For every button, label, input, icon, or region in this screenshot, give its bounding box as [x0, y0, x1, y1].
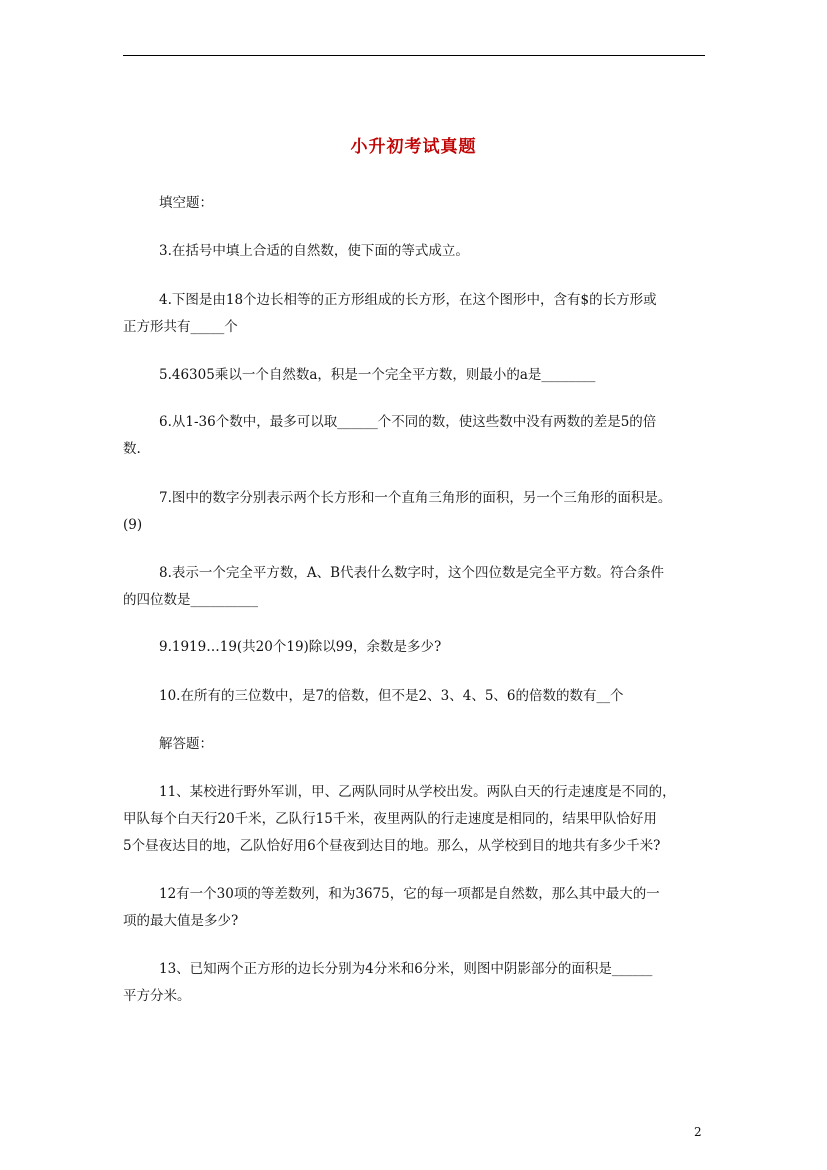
- question-5: [123, 362, 743, 389]
- question-13: [123, 956, 707, 1010]
- question-line: 数.: [123, 441, 141, 457]
- question-line: 甲队每个白天行20千米，乙队行15千米，夜里两队的行走速度是相同的，结果甲队恰好用: [123, 811, 657, 827]
- question-4: [123, 287, 707, 341]
- question-8: [123, 560, 707, 614]
- section-heading-text: 填空题：: [159, 195, 213, 211]
- question-line: 项的最大值是多少?: [123, 913, 239, 929]
- question-line: 3.在括号中填上合适的自然数，使下面的等式成立。: [159, 243, 469, 259]
- question-line: 正方形共有_____个: [123, 319, 238, 335]
- question-12: [123, 881, 707, 935]
- question-line: 的四位数是__________: [123, 592, 258, 608]
- question-9: [123, 634, 743, 661]
- question-6: [123, 409, 707, 463]
- question-7: [123, 485, 707, 539]
- question-10: [123, 683, 743, 710]
- question-line: 8.表示一个完全平方数，A、B代表什么数字时，这个四位数是完全平方数。符合条件: [159, 565, 665, 581]
- question-line: 平方分米。: [123, 988, 191, 1004]
- header-rule: [123, 55, 705, 56]
- section-heading-fill-blank: [123, 190, 743, 217]
- question-line: 12有一个30项的等差数列，和为3675，它的每一项都是自然数，那么其中最大的一: [159, 886, 660, 902]
- question-line: 10.在所有的三位数中，是7的倍数，但不是2、3、4、5、6的倍数的数有__个: [159, 688, 624, 704]
- question-line: 11、某校进行野外军训，甲、乙两队同时从学校出发。两队白天的行走速度是不同的，: [159, 784, 676, 800]
- question-11: [123, 779, 707, 860]
- question-line: 4.下图是由18个边长相等的正方形组成的长方形，在这个图形中，含有$的长方形或: [159, 292, 657, 308]
- page-title: 小升初考试真题: [350, 137, 477, 157]
- question-line: (9): [123, 517, 143, 533]
- question-line: 6.从1-36个数中，最多可以取______个不同的数，使这些数中没有两数的差是5的倍: [159, 414, 657, 430]
- page-number: 2: [694, 1125, 702, 1139]
- question-line: 5.46305乘以一个自然数a，积是一个完全平方数，则最小的a是________: [159, 367, 596, 383]
- question-line: 13、已知两个正方形的边长分别为4分米和6分米，则图中阴影部分的面积是______: [159, 961, 653, 977]
- question-line: 7.图中的数字分别表示两个长方形和一个直角三角形的面积，另一个三角形的面积是。: [159, 490, 672, 506]
- question-line: 9.1919…19(共20个19)除以99，余数是多少?: [159, 639, 442, 655]
- section-heading-text: 解答题：: [159, 736, 213, 752]
- question-line: 5个昼夜达目的地，乙队恰好用6个昼夜到达目的地。那么，从学校到目的地共有多少千米?: [123, 838, 661, 854]
- section-heading-answer: [123, 731, 743, 758]
- question-3: [123, 238, 743, 265]
